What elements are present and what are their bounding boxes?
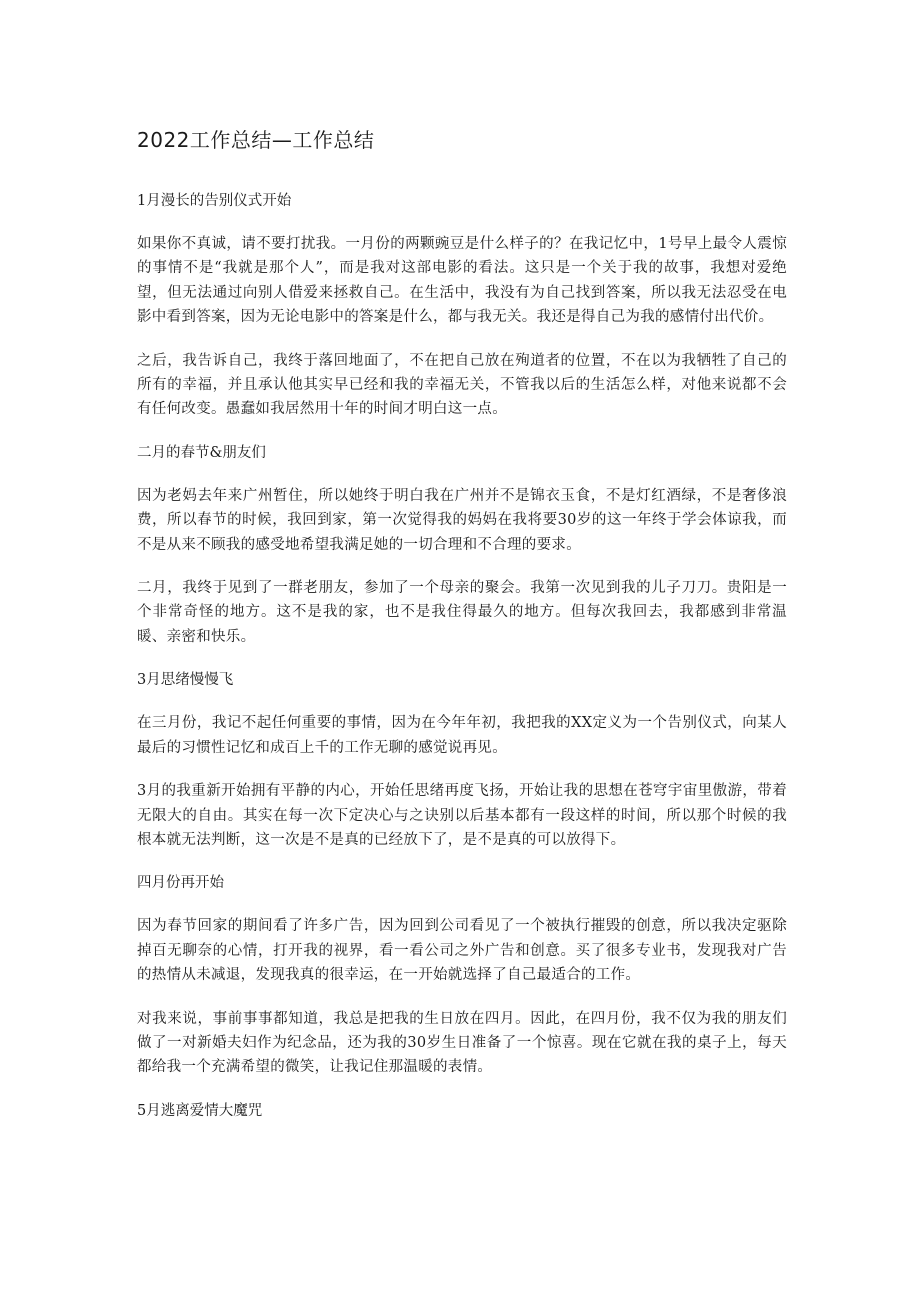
- section-heading-april: 四月份再开始: [137, 875, 224, 892]
- section-heading-may: 5月逃离爱情大魔咒: [137, 1102, 263, 1119]
- paragraph: 3月的我重新开始拥有平静的内心，开始任思绪再度飞扬，开始让我的思想在苍穹宇宙里傲游，带着无限大的自由。其实在每一次下定决心与之诀别以后基本都有一段这样的时间，所以那个时候的我根本就无法判断，这一次是不是真的已经放下了，是不是真的可以放得下。: [137, 783, 787, 848]
- paragraph: 二月，我终于见到了一群老朋友，参加了一个母亲的聚会。我第一次见到我的儿子刀刀。贵阳是一个非常奇怪的地方。这不是我的家，也不是我住得最久的地方。但每次我回去，我都感到非常温暖、亲密和快乐。: [137, 580, 787, 645]
- document-page: [137, 126, 787, 1142]
- section-heading-january: 1月漫长的告别仪式开始: [137, 193, 292, 209]
- document-title: 2022工作总结—工作总结: [137, 128, 375, 152]
- paragraph: 如果你不真诚，请不要打扰我。一月份的两颗豌豆是什么样子的？在我记忆中，1号早上最令人震惊的事情不是“我就是那个人”，而是我对这部电影的看法。这只是一个关于我的故事，我想对爱绝望，但无法通过向别人借爱来拯救自己。在生活中，我没有为自己找到答案，所以我无法忍受在电影中看到答案，因为无论电影中的答案是什么，都与我无关。我还是得自己为我的感情付出代价。: [137, 236, 787, 326]
- section-heading-february: 二月的春节&朋友们: [137, 444, 266, 461]
- section-heading-march: 3月思绪慢慢飞: [137, 672, 234, 689]
- paragraph: 因为春节回家的期间看了许多广告，因为回到公司看见了一个被执行摧毁的创意，所以我决定驱除掉百无聊奈的心情，打开我的视界，看一看公司之外广告和创意。买了很多专业书，发现我对广告的热情从未减退，发现我真的很幸运，在一开始就选择了自己最适合的工作。: [137, 918, 787, 984]
- paragraph: 在三月份，我记不起任何重要的事情，因为在今年年初，我把我的XX定义为一个告别仪式，向某人最后的习惯性记忆和成百上千的工作无聊的感觉说再见。: [137, 715, 787, 756]
- paragraph: 之后，我告诉自己，我终于落回地面了，不在把自己放在殉道者的位置，不在以为我牺牲了自己的所有的幸福，并且承认他其实早已经和我的幸福无关，不管我以后的生活怎么样，对他来说都不会有任何改变。愚蠢如我居然用十年的时间才明白这一点。: [137, 352, 787, 418]
- paragraph: 对我来说，事前事事都知道，我总是把我的生日放在四月。因此，在四月份，我不仅为我的朋友们做了一对新婚夫妇作为纪念品，还为我的30岁生日准备了一个惊喜。现在它就在我的桌子上，每天都给我一个充满希望的微笑，让我记住那温暖的表情。: [137, 1010, 787, 1076]
- paragraph: 因为老妈去年来广州暂住，所以她终于明白我在广州并不是锦衣玉食，不是灯红酒绿，不是奢侈浪费，所以春节的时候，我回到家，第一次觉得我的妈妈在我将要30岁的这一年终于学会体谅我，而不是从来不顾我的感受地希望我满足她的一切合理和不合理的要求。: [137, 487, 787, 553]
